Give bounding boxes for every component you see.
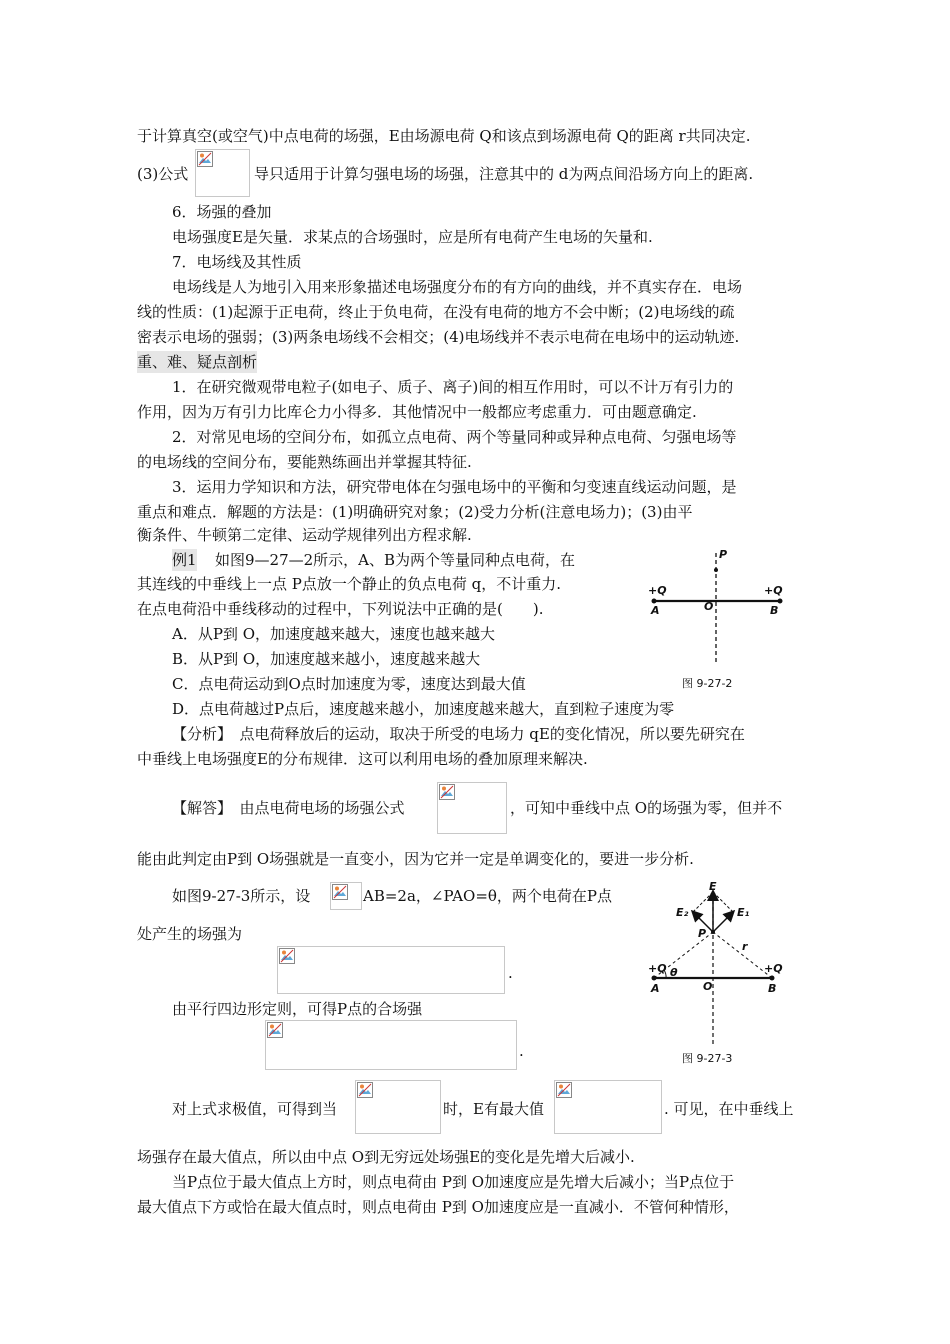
fig2-label-b: B [768,982,777,995]
broken-image-icon [197,151,213,167]
fig2-label-p: P [698,927,707,940]
text-line: 时，E有最大值 [443,1100,544,1118]
fig2-label-e: E [709,880,717,893]
option-b: B．从P到 O，加速度越来越小，速度越来越大 [172,650,481,668]
text-line: 电场线是人为地引入用来形象描述电场强度分布的有方向的曲线，并不真实存在．电场 [172,278,743,296]
fig1-label-a: A [651,604,660,617]
broken-image-icon [332,884,348,900]
fig2-label-e2: E₂ [676,906,689,919]
broken-image-icon [357,1082,373,1098]
text-line: 如图9-27-3所示，设 [172,887,311,905]
fig1-label-o: O [704,600,714,613]
text-line: 1．在研究微观带电粒子(如电子、质子、离子)间的相互作用时，可以不计万有引力的 [172,378,734,396]
fig1-label-p: P [719,548,728,561]
text-line: 衡条件、牛顿第二定律、运动学规律列出方程求解. [137,526,472,544]
option-a: A．从P到 O，加速度越来越大，速度也越来越大 [172,625,495,643]
section-heading: 7．电场线及其性质 [172,253,302,271]
broken-image-icon [279,948,295,964]
figure-caption: 图 9-27-3 [682,1052,733,1065]
figure-caption: 图 9-27-2 [682,677,733,690]
solution-text: 【解答】 由点电荷电场的场强公式 [172,799,405,817]
broken-image-icon [267,1022,283,1038]
text-line: 能由此判定由P到 O场强就是一直变小，因为它并一定是单调变化的，要进一步分析. [137,850,694,868]
option-d: D．点电荷越过P点后，速度越来越小，加速度越来越大，直到粒子速度为零 [172,700,675,718]
text-line: 如图9—27—2所示，A、B为两个等量同种点电荷，在 [200,551,576,569]
fig2-label-theta: θ [670,966,678,979]
text-line: (3)公式 [137,165,189,183]
text-line: 作用，因为万有引力比库仑力小得多．其他情况中一般都应考虑重力．可由题意确定. [137,403,697,421]
example-label: 例1 [172,551,197,569]
text-line: 由平行四边形定则，可得P点的合场强 [172,1000,423,1018]
text-line: 3．运用力学知识和方法，研究带电体在匀强电场中的平衡和匀变速直线运动问题，是 [172,478,737,496]
figure-9-27-2 [640,545,790,690]
analysis-text: 【分析】 点电荷释放后的运动，取决于所受的电场力 qE的变化情况，所以要先研究在 [172,725,745,743]
text-line: 在点电荷沿中垂线移动的过程中，下列说法中正确的是( ). [137,600,544,618]
fig2-label-plus-right: +Q [764,962,783,975]
text-line: 处产生的场强为 [137,925,243,943]
text-line: 最大值点下方或恰在最大值点时，则点电荷由 P到 O加速度应是一直减小．不管何种情形， [137,1198,739,1216]
fig2-label-a: A [651,982,660,995]
text-line: 电场强度E是矢量．求某点的合场强时，应是所有电荷产生电场的矢量和. [172,228,653,246]
text-line: 对上式求极值，可得到当 [172,1100,338,1118]
fig1-label-b: B [770,604,779,617]
text-line: . 可见，在中垂线上 [664,1100,794,1118]
text-line: 2．对常见电场的空间分布，如孤立点电荷、两个等量同种或异种点电荷、匀强电场等 [172,428,737,446]
text-line: 重点和难点．解题的方法是：(1)明确研究对象；(2)受力分析(注意电场力)；(3)由平 [137,503,693,521]
broken-image-icon [439,784,455,800]
formula-image-placeholder [554,1080,662,1134]
text-line: . [519,1042,524,1060]
section-heading: 6．场强的叠加 [172,203,272,221]
fig1-label-plus-left: +Q [648,584,667,597]
fig2-label-e1: E₁ [737,906,750,919]
text-line: AB=2a，∠PAO=θ，两个电荷在P点 [363,887,613,905]
section-heading: 重、难、疑点剖析 [137,353,258,371]
formula-image-placeholder [437,782,507,834]
text-line: 于计算真空(或空气)中点电荷的场强，E由场源电荷 Q和该点到场源电荷 Q的距离 r共同决定. [137,127,751,145]
text-line: 导只适用于计算匀强电场的场强，注意其中的 d为两点间沿场方向上的距离. [254,165,754,183]
text-line: 的电场线的空间分布，要能熟练画出并掌握其特征. [137,453,472,471]
fig2-label-plus-left: +Q [648,962,667,975]
text-line: 密表示电场的强弱；(3)两条电场线不会相交；(4)电场线并不表示电荷在电场中的运动轨迹. [137,328,740,346]
fig2-label-o: O [703,980,713,993]
text-line: 中垂线上电场强度E的分布规律．这可以利用电场的叠加原理来解决. [137,750,588,768]
fig2-label-r: r [742,940,748,953]
formula-image-placeholder [195,149,250,197]
fig1-label-plus-right: +Q [764,584,783,597]
option-c: C．点电荷运动到O点时加速度为零，速度达到最大值 [172,675,526,693]
broken-image-icon [556,1082,572,1098]
text-line: 当P点位于最大值点上方时，则点电荷由 P到 O加速度应是先增大后减小；当P点位于 [172,1173,735,1191]
text-line: ，可知中垂线中点 O的场强为零，但并不 [510,799,783,817]
text-line: 场强存在最大值点，所以由中点 O到无穷远处场强E的变化是先增大后减小. [137,1148,635,1166]
formula-image-placeholder [330,882,362,910]
formula-image-placeholder [355,1080,441,1134]
text-line: 线的性质：(1)起源于正电荷，终止于负电荷，在没有电荷的地方不会中断；(2)电场线的疏 [137,303,735,321]
text-line: . [508,964,513,982]
formula-image-placeholder [265,1020,517,1070]
formula-image-placeholder [277,946,505,994]
text-line: 其连线的中垂线上一点 P点放一个静止的负点电荷 q，不计重力. [137,575,562,593]
